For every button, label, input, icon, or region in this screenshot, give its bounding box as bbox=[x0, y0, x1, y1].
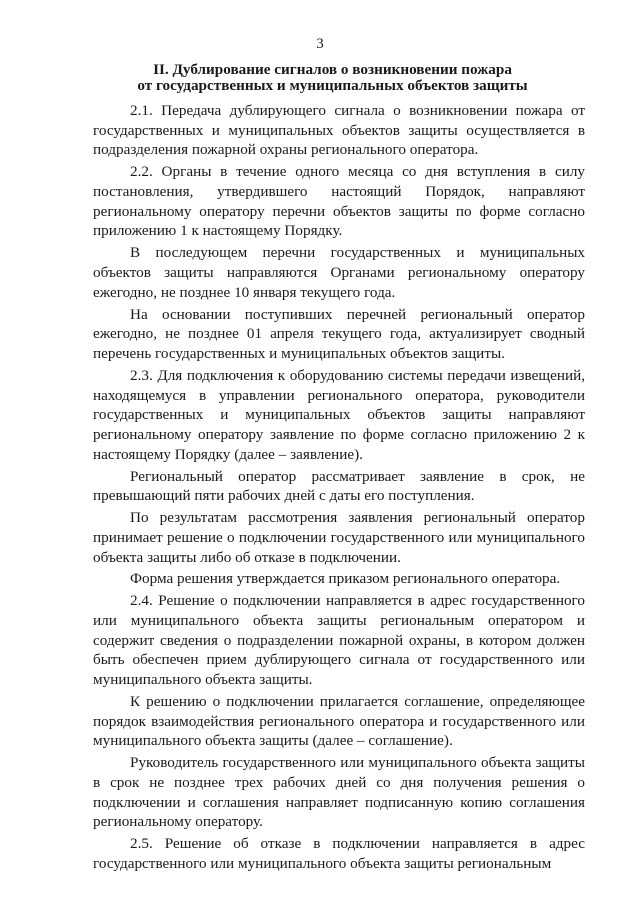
paragraph-2-5: 2.5. Решение об отказе в подключении направляется в адрес государственного или муниципального объекта защиты региональным bbox=[93, 835, 585, 873]
section-heading-line-1: II. Дублирование сигналов о возникновении пожара bbox=[153, 61, 512, 78]
section-heading bbox=[60, 62, 605, 94]
paragraph-2-2-annual-lists: В последующем перечни государственных и муниципальных объектов защиты направляются Органами региональному оператору ежегодно, не позднее 10 января текущего года. bbox=[93, 244, 585, 301]
section-heading-line-2: от государственных и муниципальных объектов защиты bbox=[137, 77, 528, 94]
paragraph-2-4-signed-copy: Руководитель государственного или муниципального объекта защиты в срок не позднее трех рабочих дней со дня получения решения о подключении и соглашения направляет подписанную копию соглашения региональному оператору. bbox=[93, 754, 585, 831]
paragraph-2-1: 2.1. Передача дублирующего сигнала о возникновении пожара от государственных и муниципальных объектов защиты осуществляется в подразделения пожарной охраны регионального оператора. bbox=[93, 102, 585, 159]
paragraph-2-3-review-term: Региональный оператор рассматривает заявление в срок, не превышающий пяти рабочих дней с даты его поступления. bbox=[93, 467, 585, 505]
body-text bbox=[93, 101, 585, 876]
paragraph-2-3: 2.3. Для подключения к оборудованию системы передачи извещений, находящемуся в управлении регионального оператора, руководители государственных и муниципальных объектов защиты направляют региональному оператору заявление по форме согласно приложению 2 к настоящему Порядку (далее – заявление). bbox=[93, 366, 585, 463]
paragraph-2-2-consolidated-list: На основании поступивших перечней региональный оператор ежегодно, не позднее 01 апреля текущего года, актуализирует сводный перечень государственных и муниципальных объектов защиты. bbox=[93, 305, 585, 362]
paragraph-2-4: 2.4. Решение о подключении направляется в адрес государственного или муниципального объекта защиты региональным оператором и содержит сведения о подразделении пожарной охраны, в котором должен быть обеспечен прием дублирующего сигнала от государственного или муниципального объекта защиты. bbox=[93, 592, 585, 689]
paragraph-2-2: 2.2. Органы в течение одного месяца со дня вступления в силу постановления, утвердившего настоящий Порядок, направляют региональному оператору перечни объектов защиты по форме согласно приложению 1 к настоящему Порядку. bbox=[93, 163, 585, 240]
page-number: 3 bbox=[316, 36, 324, 52]
paragraph-2-3-decision: По результатам рассмотрения заявления региональный оператор принимает решение о подключении государственного или муниципального объекта защиты либо об отказе в подключении. bbox=[93, 509, 585, 566]
paragraph-2-3-decision-form: Форма решения утверждается приказом регионального оператора. bbox=[130, 570, 561, 588]
paragraph-2-4-agreement: К решению о подключении прилагается соглашение, определяющее порядок взаимодействия регионального оператора и государственного или муниципального объекта защиты (далее – соглашение). bbox=[93, 693, 585, 750]
